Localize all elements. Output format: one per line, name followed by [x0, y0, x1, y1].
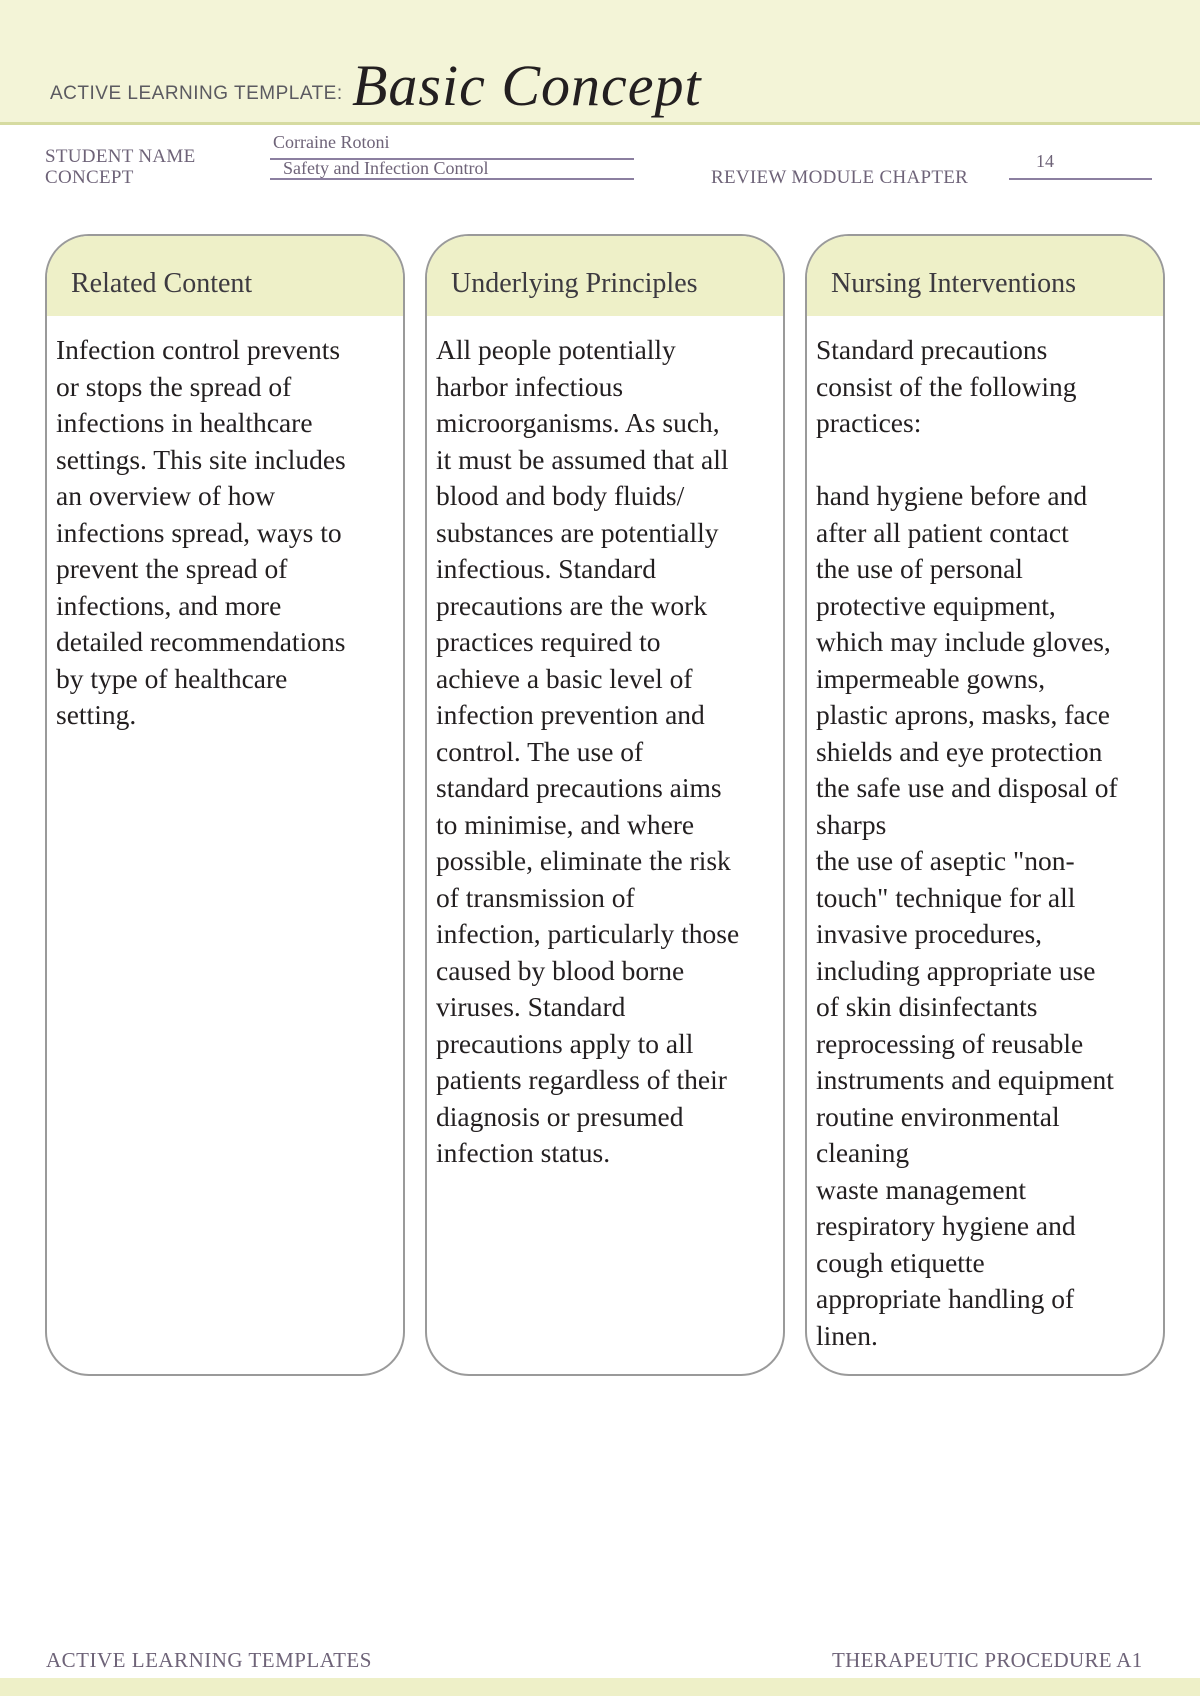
underlying-principles-heading: Underlying Principles	[427, 236, 783, 316]
nursing-interventions-heading: Nursing Interventions	[807, 236, 1163, 316]
footer-band	[0, 1678, 1200, 1696]
related-content-heading: Related Content	[47, 236, 403, 316]
nursing-interventions-card	[805, 234, 1165, 1376]
student-name-label: STUDENT NAME	[45, 146, 196, 167]
student-name-value[interactable]: Corraine Rotoni	[273, 132, 390, 152]
related-content-body[interactable]: Infection control prevents or stops the spread of infections in healthcare settings. This site includes an overview of how infections spread, ways to prevent the spread of infections, and more detailed recommendations by type of healthcare setting.	[56, 334, 346, 730]
underlying-principles-body[interactable]: All people potentially harbor infectious microorganisms. As such, it must be assumed that all blood and body fluids/ substances are potentially infectious. Standard precautions are the work practices required to achieve a basic level of infection prevention and control. The use of standard precautions aims to minimise, and where possible, eliminate the risk of transmission of infection, particularly those caused by blood borne viruses. Standard precautions apply to all patients regardless of their diagnosis or presumed infection status.	[436, 334, 740, 1168]
footer-left-text: ACTIVE LEARNING TEMPLATES	[46, 1648, 372, 1672]
footer-right-text: THERAPEUTIC PROCEDURE A1	[832, 1648, 1143, 1672]
related-content-card	[45, 234, 405, 1376]
review-module-value[interactable]: 14	[1036, 151, 1054, 171]
review-module-label: REVIEW MODULE CHAPTER	[711, 167, 969, 188]
concept-line	[270, 178, 634, 180]
template-prefix: ACTIVE LEARNING TEMPLATE:	[50, 83, 343, 104]
template-title: Basic Concept	[352, 53, 702, 118]
concept-value[interactable]: Safety and Infection Control	[283, 158, 489, 178]
underlying-principles-card	[425, 234, 785, 1376]
nursing-interventions-body[interactable]: Standard precautions consist of the following practices: hand hygiene before and after all patient contact the use of personal protective equipment, which may include gloves, impermeable gowns, plastic aprons, masks, face shields and eye protection the safe use and disposal of sharps the use of aseptic "non- touch" technique for all invasive procedures, including appropriate use of skin disinfectants reprocessing of reusable instruments and equipment routine environmental cleaning waste management respiratory hygiene and cough etiquette appropriate handling of linen.	[816, 334, 1118, 1351]
concept-label: CONCEPT	[45, 167, 134, 188]
review-module-line	[1009, 178, 1152, 180]
